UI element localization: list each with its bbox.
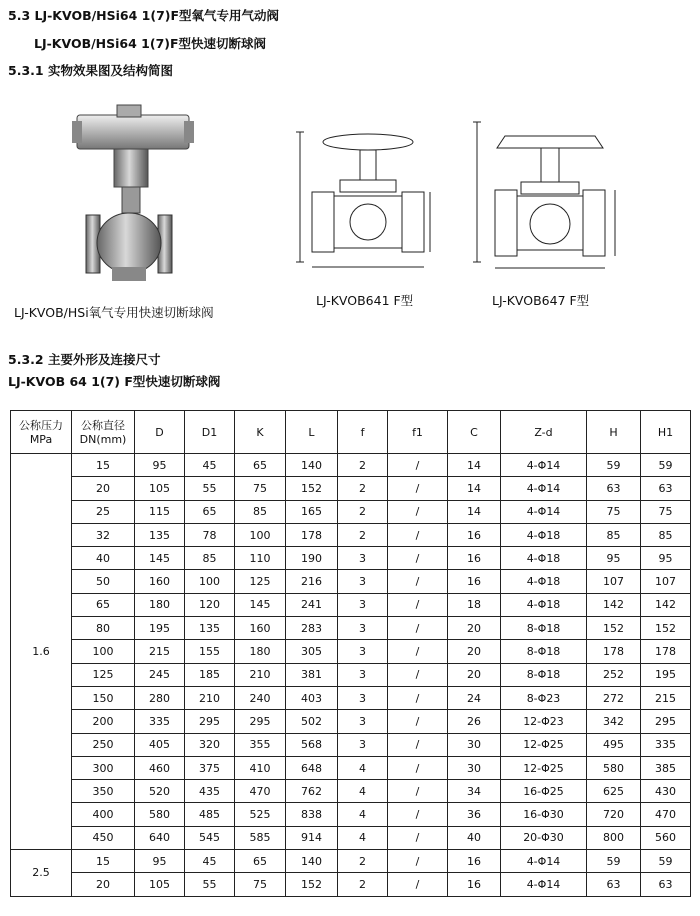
table-cell: 63 [587,477,641,500]
table-cell: 2 [338,850,388,873]
table-cell: 272 [587,686,641,709]
table-row [11,803,691,826]
table-row [11,547,691,570]
table-cell: 20-Φ30 [501,826,587,849]
table-cell: / [388,850,448,873]
table-cell: / [388,500,448,523]
table-row [11,873,691,896]
table-body [11,454,691,897]
table-cell: 85 [641,523,691,546]
table-row [11,570,691,593]
table-cell: 180 [235,640,286,663]
table-cell: 914 [286,826,338,849]
table-cell: 4 [338,756,388,779]
table-cell: 195 [641,663,691,686]
table-cell: 460 [135,756,185,779]
table-cell: 152 [286,873,338,896]
table-cell: 525 [235,803,286,826]
table-cell: 75 [641,500,691,523]
column-header-label: f [360,425,365,439]
table-cell: 12-Φ25 [501,733,587,756]
table-cell: 178 [587,640,641,663]
table-cell: 8-Φ18 [501,617,587,640]
column-header [135,411,185,454]
table-cell: 63 [587,873,641,896]
table-row [11,710,691,733]
table-cell: 20 [72,873,135,896]
table-row [11,640,691,663]
table-cell: 40 [72,547,135,570]
table-cell: 115 [135,500,185,523]
table-cell: 342 [587,710,641,733]
table-cell: 300 [72,756,135,779]
table-cell: 3 [338,733,388,756]
table-cell: 125 [235,570,286,593]
table-cell: 40 [448,826,501,849]
table-cell: 24 [448,686,501,709]
table-cell: 435 [185,780,235,803]
table-cell: 215 [135,640,185,663]
column-header [501,411,587,454]
drawing-kvob641 [290,112,450,277]
table-cell: / [388,710,448,733]
heading-section-532: 5.3.2 主要外形及连接尺寸 [8,352,161,367]
table-cell: 375 [185,756,235,779]
table-cell: 16 [448,547,501,570]
table-cell: 4 [338,780,388,803]
caption-photo: LJ-KVOB/HSi氧气专用快速切断球阀 [14,305,214,320]
table-cell: 4-Φ18 [501,523,587,546]
column-header [185,411,235,454]
table-cell: 762 [286,780,338,803]
table-cell: 59 [587,850,641,873]
column-header-label: K [256,425,264,439]
table-cell: 59 [641,850,691,873]
table-row [11,454,691,477]
table-cell: 32 [72,523,135,546]
table-cell: / [388,547,448,570]
table-cell: 142 [641,593,691,616]
table-cell: 65 [185,500,235,523]
table-cell: 568 [286,733,338,756]
table-cell: 648 [286,756,338,779]
table-cell: 16 [448,873,501,896]
table-cell: 355 [235,733,286,756]
table-cell: 640 [135,826,185,849]
table-cell: 20 [448,617,501,640]
table-cell: 520 [135,780,185,803]
table-cell: 135 [185,617,235,640]
table-cell: 165 [286,500,338,523]
table-row [11,850,691,873]
table-cell: 16 [448,850,501,873]
table-cell: 8-Φ18 [501,663,587,686]
table-cell: 95 [587,547,641,570]
table-cell: 335 [641,733,691,756]
column-header-label: Z-d [534,425,553,439]
table-cell: 160 [135,570,185,593]
table-cell: / [388,640,448,663]
table-cell: / [388,523,448,546]
table-cell: 410 [235,756,286,779]
valve-photo [72,103,202,288]
table-cell: 4-Φ18 [501,570,587,593]
table-cell: 838 [286,803,338,826]
column-header [286,411,338,454]
table-cell: / [388,686,448,709]
table-cell: 26 [448,710,501,733]
table-cell: 45 [185,454,235,477]
table-cell: 470 [235,780,286,803]
table-cell: / [388,826,448,849]
table-cell: 350 [72,780,135,803]
table-cell: 20 [448,640,501,663]
table-cell: / [388,617,448,640]
table-cell: 105 [135,477,185,500]
table-cell: 20 [448,663,501,686]
table-cell: / [388,593,448,616]
table-cell: / [388,780,448,803]
table-row [11,756,691,779]
table-cell: 2 [338,523,388,546]
table-cell: 4-Φ18 [501,593,587,616]
table-cell: 320 [185,733,235,756]
table-cell: 4-Φ18 [501,547,587,570]
pressure-cell: 2.5 [11,850,72,897]
table-cell: / [388,733,448,756]
table-cell: 4-Φ14 [501,500,587,523]
table-cell: 36 [448,803,501,826]
table-cell: 180 [135,593,185,616]
table-cell: 110 [235,547,286,570]
table-cell: 63 [641,477,691,500]
drawing-kvob647 [465,112,635,277]
table-cell: / [388,454,448,477]
table-cell: 12-Φ23 [501,710,587,733]
table-cell: 8-Φ23 [501,686,587,709]
table-cell: 105 [135,873,185,896]
table-cell: 85 [185,547,235,570]
table-cell: 30 [448,756,501,779]
table-cell: 245 [135,663,185,686]
table-cell: 385 [641,756,691,779]
table-cell: 3 [338,617,388,640]
table-cell: / [388,803,448,826]
table-cell: 4-Φ14 [501,873,587,896]
column-header [587,411,641,454]
column-header [72,411,135,454]
table-cell: 2 [338,500,388,523]
table-cell: 502 [286,710,338,733]
table-cell: 80 [72,617,135,640]
table-row [11,593,691,616]
table-cell: 95 [641,547,691,570]
table-cell: 295 [641,710,691,733]
table-cell: 12-Φ25 [501,756,587,779]
table-cell: 405 [135,733,185,756]
table-cell: 152 [587,617,641,640]
table-cell: 78 [185,523,235,546]
table-cell: 18 [448,593,501,616]
table-cell: 100 [72,640,135,663]
table-cell: 120 [185,593,235,616]
table-cell: 283 [286,617,338,640]
table-cell: 16 [448,523,501,546]
table-cell: 16 [448,570,501,593]
table-cell: 625 [587,780,641,803]
table-cell: 250 [72,733,135,756]
table-cell: 160 [235,617,286,640]
column-header [11,411,72,454]
table-cell: 3 [338,640,388,663]
heading-main-sub: LJ-KVOB/HSi64 1(7)F型快速切断球阀 [34,36,267,51]
table-cell: 241 [286,593,338,616]
table-cell: 59 [587,454,641,477]
table-cell: 185 [185,663,235,686]
table-cell: 295 [185,710,235,733]
table-cell: 3 [338,547,388,570]
pressure-cell: 1.6 [11,454,72,850]
table-cell: 4-Φ14 [501,850,587,873]
table-cell: 50 [72,570,135,593]
table-cell: 15 [72,850,135,873]
column-header-label: C [470,425,478,439]
table-row [11,523,691,546]
table-header-row [11,411,691,454]
table-cell: / [388,873,448,896]
table-cell: 125 [72,663,135,686]
table-row [11,663,691,686]
table-cell: 65 [235,454,286,477]
caption-drawing-641: LJ-KVOB641 F型 [316,293,414,308]
caption-drawing-647: LJ-KVOB647 F型 [492,293,590,308]
column-header [641,411,691,454]
table-cell: 45 [185,850,235,873]
table-row [11,500,691,523]
table-cell: 152 [286,477,338,500]
table-cell: 65 [235,850,286,873]
table-cell: 2 [338,454,388,477]
table-row [11,617,691,640]
table-cell: 3 [338,593,388,616]
dimension-table [10,410,691,897]
table-cell: 16-Φ25 [501,780,587,803]
column-header-label: 公称直径 [81,418,125,432]
table-cell: 580 [135,803,185,826]
heading-main: 5.3 LJ-KVOB/HSi64 1(7)F型氧气专用气动阀 [8,8,280,23]
table-cell: 252 [587,663,641,686]
table-cell: 470 [641,803,691,826]
table-cell: 155 [185,640,235,663]
column-header [338,411,388,454]
table-row [11,733,691,756]
column-header [448,411,501,454]
column-header-label: f1 [412,425,423,439]
table-cell: 8-Φ18 [501,640,587,663]
table-cell: 2 [338,477,388,500]
table-cell: 140 [286,850,338,873]
table-row [11,686,691,709]
table-cell: 85 [587,523,641,546]
table-row [11,780,691,803]
table-cell: 152 [641,617,691,640]
table-cell: 25 [72,500,135,523]
table-cell: 15 [72,454,135,477]
table-cell: 580 [587,756,641,779]
column-header-label: L [308,425,315,439]
table-cell: 150 [72,686,135,709]
column-header-label: D1 [201,425,218,439]
table-cell: 55 [185,477,235,500]
table-cell: 3 [338,570,388,593]
table-cell: 100 [185,570,235,593]
table-cell: 240 [235,686,286,709]
table-cell: 560 [641,826,691,849]
table-cell: 216 [286,570,338,593]
table-cell: 295 [235,710,286,733]
table-cell: 215 [641,686,691,709]
table-cell: 720 [587,803,641,826]
table-cell: 135 [135,523,185,546]
table-cell: 190 [286,547,338,570]
table-cell: 2 [338,873,388,896]
table-cell: 3 [338,686,388,709]
table-cell: 3 [338,710,388,733]
table-cell: / [388,756,448,779]
heading-table-title: LJ-KVOB 64 1(7) F型快速切断球阀 [8,374,221,389]
table-cell: 430 [641,780,691,803]
table-cell: 75 [587,500,641,523]
table-cell: 100 [235,523,286,546]
table-row [11,477,691,500]
table-cell: 14 [448,477,501,500]
table-cell: 85 [235,500,286,523]
table-cell: 4 [338,803,388,826]
column-header-unit: MPa [29,432,53,446]
table-cell: 450 [72,826,135,849]
column-header [235,411,286,454]
table-cell: 400 [72,803,135,826]
table-cell: 55 [185,873,235,896]
column-header [388,411,448,454]
table-cell: 145 [135,547,185,570]
table-cell: 403 [286,686,338,709]
table-cell: 14 [448,454,501,477]
table-cell: 14 [448,500,501,523]
column-header-label: H [609,425,618,439]
table-cell: 210 [235,663,286,686]
table-cell: 16-Φ30 [501,803,587,826]
table-cell: 59 [641,454,691,477]
table-cell: 140 [286,454,338,477]
table-cell: 495 [587,733,641,756]
table-cell: 4-Φ14 [501,477,587,500]
table-cell: / [388,477,448,500]
table-cell: 20 [72,477,135,500]
table-cell: 145 [235,593,286,616]
heading-section-531: 5.3.1 实物效果图及结构简图 [8,63,173,78]
table-cell: 800 [587,826,641,849]
table-row [11,826,691,849]
table-cell: 210 [185,686,235,709]
table-cell: 3 [338,663,388,686]
table-cell: 178 [286,523,338,546]
column-header-unit: DN(mm) [79,432,127,446]
table-cell: 95 [135,850,185,873]
table-cell: 4-Φ14 [501,454,587,477]
table-cell: 75 [235,873,286,896]
table-cell: 545 [185,826,235,849]
table-cell: 485 [185,803,235,826]
table-cell: 95 [135,454,185,477]
table-cell: 142 [587,593,641,616]
table-cell: 305 [286,640,338,663]
table-cell: 75 [235,477,286,500]
table-cell: 65 [72,593,135,616]
table-cell: / [388,570,448,593]
table-cell: 107 [587,570,641,593]
table-cell: 335 [135,710,185,733]
table-cell: 200 [72,710,135,733]
table-cell: 195 [135,617,185,640]
table-cell: 280 [135,686,185,709]
table-cell: 585 [235,826,286,849]
column-header-label: H1 [657,425,674,439]
table-cell: 4 [338,826,388,849]
table-cell: 63 [641,873,691,896]
column-header-label: D [155,425,164,439]
table-cell: 381 [286,663,338,686]
table-cell: / [388,663,448,686]
table-cell: 34 [448,780,501,803]
table-cell: 107 [641,570,691,593]
table-cell: 30 [448,733,501,756]
column-header-label: 公称压力 [19,418,63,432]
table-cell: 178 [641,640,691,663]
